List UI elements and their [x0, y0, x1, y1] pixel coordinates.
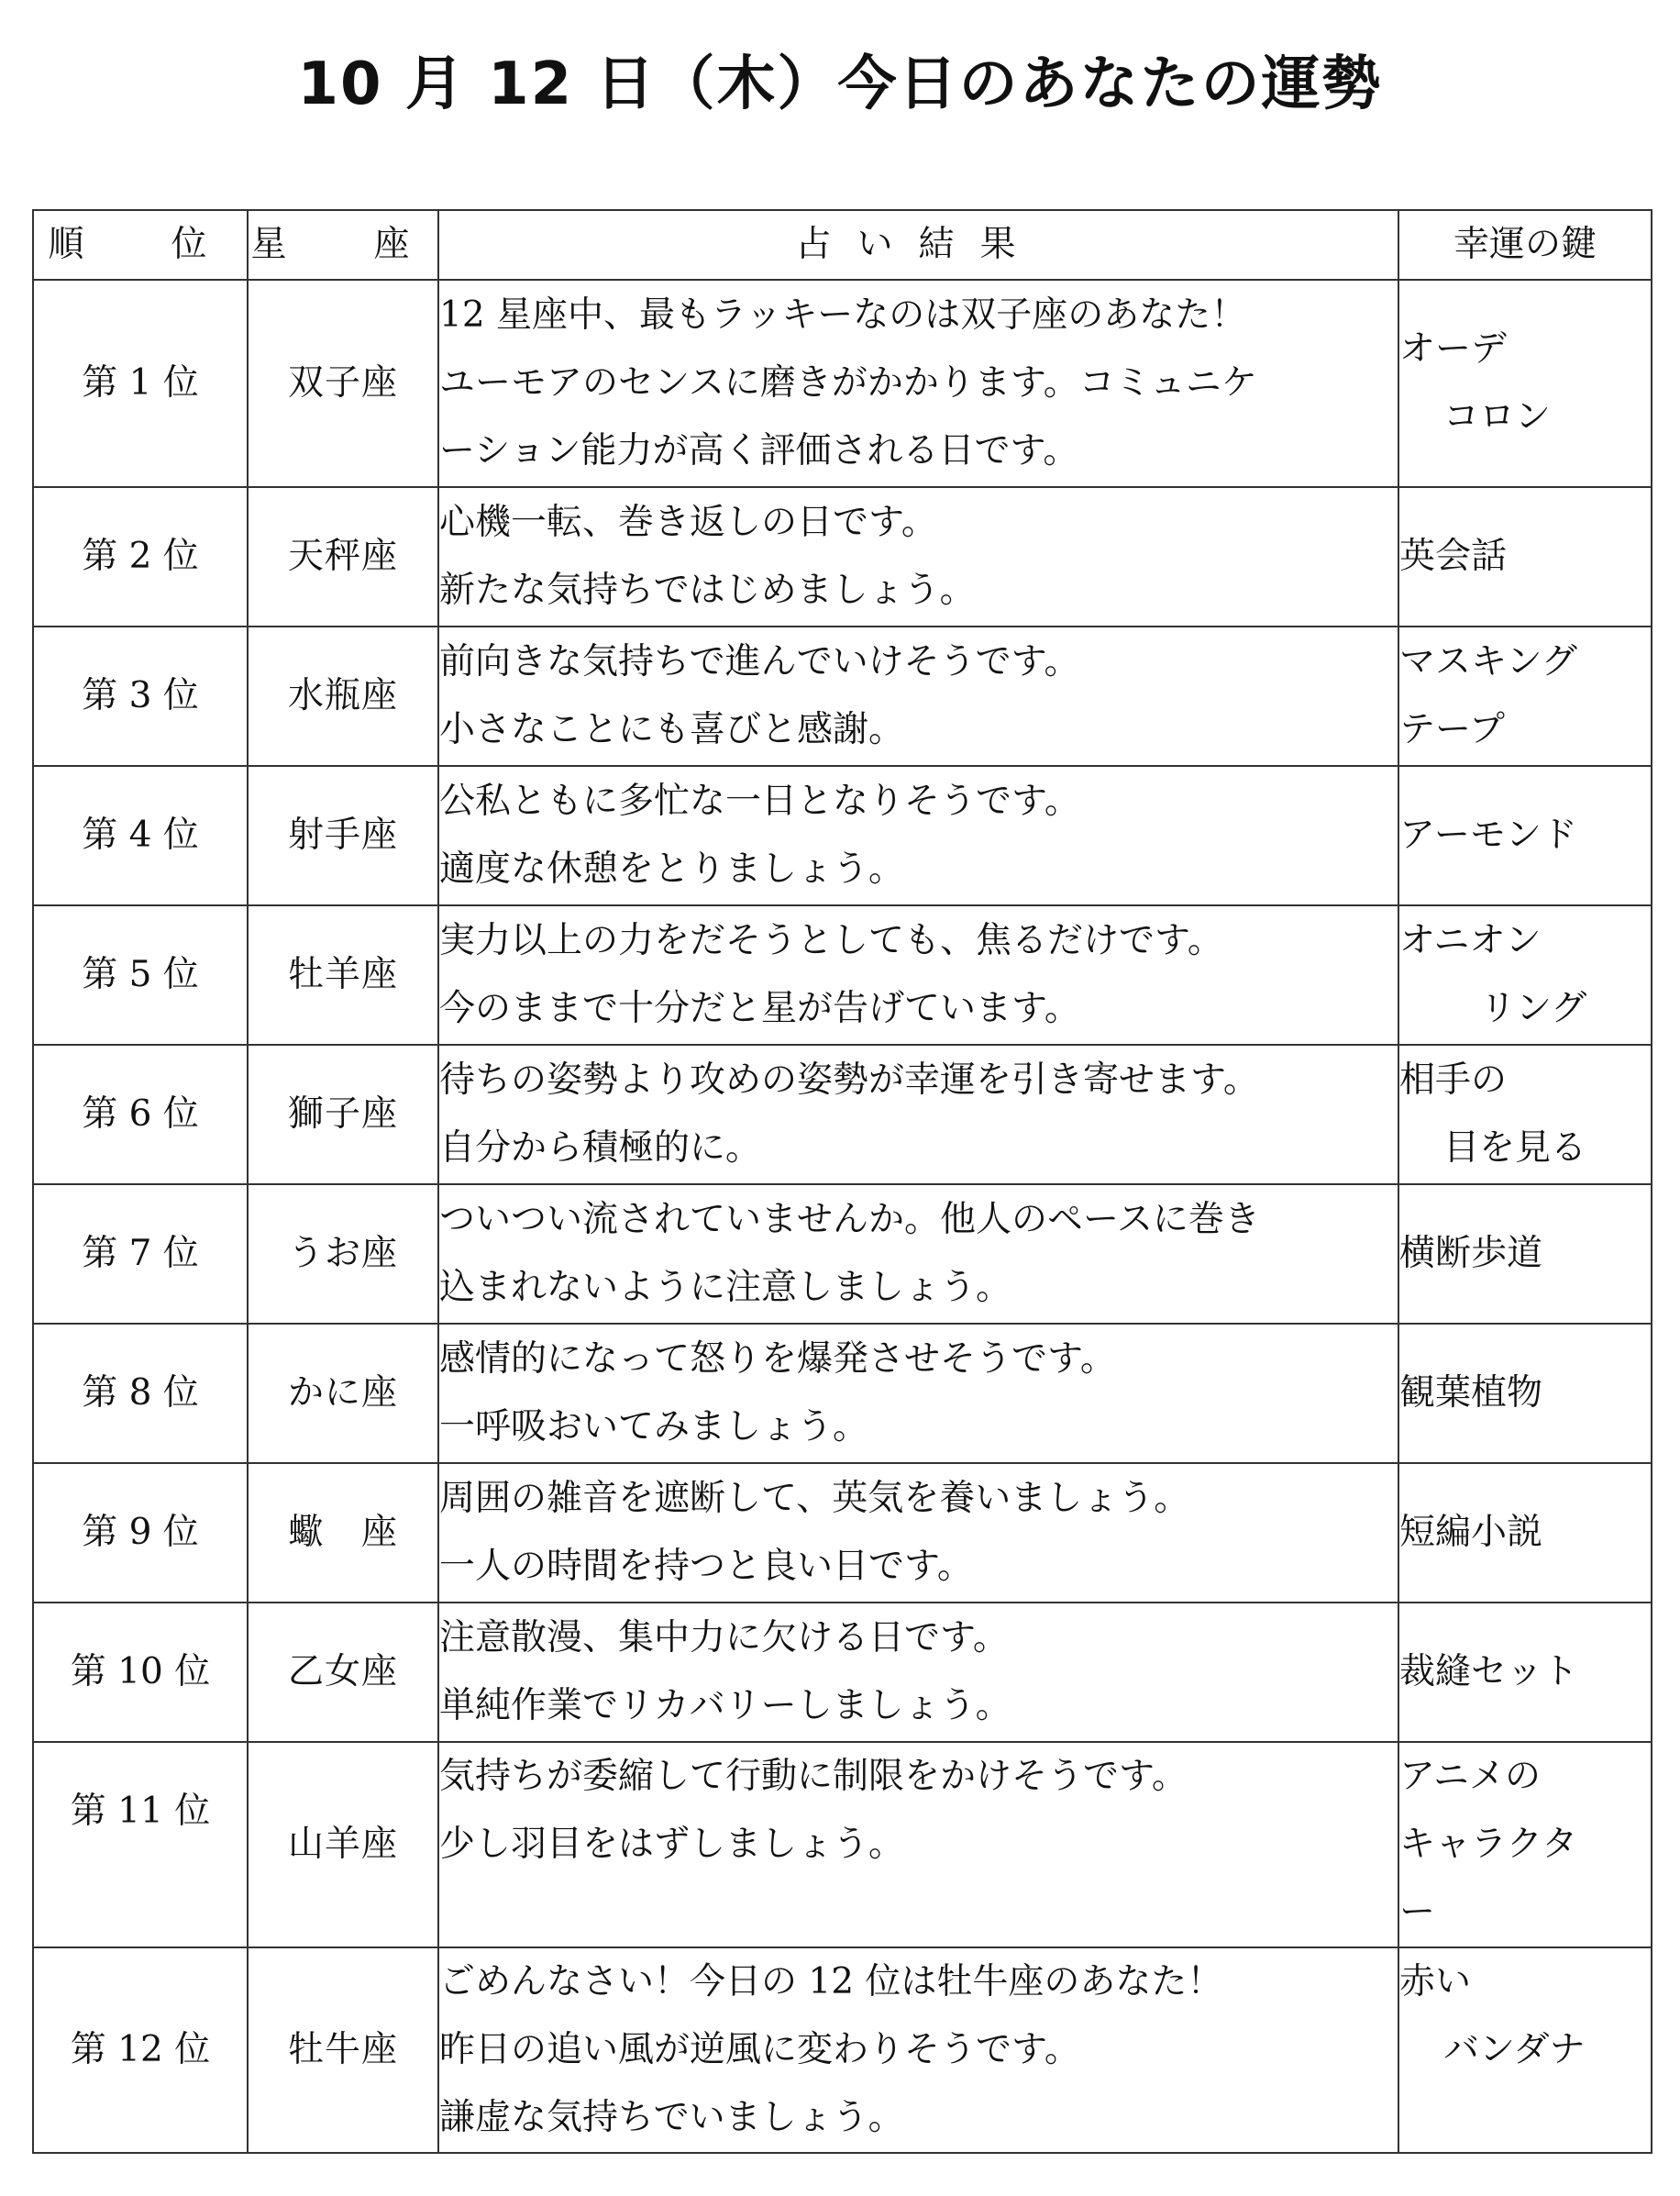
sign-cell: 水瓶座 — [248, 627, 438, 766]
result-line: 感情的になって怒りを爆発させそうです。 — [439, 1338, 1116, 1380]
lucky-key-line: 短編小説 — [1399, 1512, 1543, 1553]
lucky-key-line: テープ — [1399, 709, 1506, 750]
sign-cell: うお座 — [248, 1184, 438, 1324]
sign-cell: 牡牛座 — [248, 1947, 438, 2153]
result-line: 気持ちが委縮して行動に制限をかけそうです。 — [439, 1756, 1188, 1797]
result-cell — [438, 1742, 1398, 1947]
lucky-key-cell — [1398, 905, 1652, 1045]
result-cell — [438, 1045, 1398, 1184]
sign-cell: 獅子座 — [248, 1045, 438, 1184]
result-cell — [438, 487, 1398, 627]
lucky-key-cell — [1398, 1603, 1652, 1742]
sign-cell: 乙女座 — [248, 1603, 438, 1742]
result-line: 適度な休憩をとりましょう。 — [439, 848, 905, 890]
table-row — [33, 280, 1652, 487]
lucky-key-line: リング — [1480, 988, 1587, 1029]
result-line: 単純作業でリカバリーしましょう。 — [439, 1685, 1011, 1726]
lucky-key-cell — [1398, 1324, 1652, 1463]
result-line: 一人の時間を持つと良い日です。 — [439, 1546, 973, 1587]
lucky-key-line: 横断歩道 — [1399, 1233, 1543, 1274]
result-line: ごめんなさい！今日の 12 位は牡牛座のあなた！ — [439, 1961, 1223, 2002]
table-row — [33, 627, 1652, 766]
result-line: ーション能力が高く評価される日です。 — [439, 430, 1079, 471]
result-line: 前向きな気持ちで進んでいけそうです。 — [439, 641, 1080, 682]
lucky-key-line: 目を見る — [1443, 1127, 1587, 1169]
table-row — [33, 766, 1652, 905]
header-rank: 順 位 — [33, 210, 248, 280]
table-row — [33, 1742, 1652, 1947]
lucky-key-cell — [1398, 1947, 1652, 2153]
rank-cell: 第 9 位 — [33, 1463, 248, 1603]
result-line: 公私ともに多忙な一日となりそうです。 — [439, 781, 1080, 822]
result-line: 実力以上の力をだそうとしても、焦るだけです。 — [439, 920, 1223, 961]
rank-cell: 第 5 位 — [33, 905, 248, 1045]
rank-cell: 第 7 位 — [33, 1184, 248, 1324]
result-line: 自分から積極的に。 — [439, 1127, 762, 1169]
result-line: 少し羽目をはずしましょう。 — [439, 1824, 905, 1865]
lucky-key-line: オーデ — [1399, 328, 1508, 370]
lucky-key-cell — [1398, 280, 1652, 487]
result-cell — [438, 1324, 1398, 1463]
page-title: 10 月 12 日（木）今日のあなたの運勢 — [297, 50, 1383, 118]
rank-label: 第 11 位 — [70, 1791, 211, 1832]
lucky-key-line: 英会話 — [1399, 536, 1508, 577]
result-cell — [438, 280, 1398, 487]
lucky-key-line: マスキング — [1399, 641, 1577, 682]
result-line: 注意散漫、集中力に欠ける日です。 — [439, 1617, 1009, 1658]
lucky-key-line: コロン — [1443, 396, 1552, 438]
result-cell — [438, 905, 1398, 1045]
lucky-key-line: 裁縫セット — [1399, 1651, 1579, 1692]
rank-cell: 第 8 位 — [33, 1324, 248, 1463]
table-row — [33, 1045, 1652, 1184]
rank-cell: 第 12 位 — [33, 1947, 248, 2153]
table-row — [33, 905, 1652, 1045]
lucky-key-line: バンダナ — [1443, 2029, 1586, 2070]
rank-cell: 第 6 位 — [33, 1045, 248, 1184]
lucky-key-line: キャラクタ — [1399, 1824, 1578, 1865]
result-line: 小さなことにも喜びと感謝。 — [439, 709, 905, 750]
lucky-key-line: ー — [1399, 1891, 1436, 1933]
lucky-key-cell — [1398, 1045, 1652, 1184]
result-cell — [438, 766, 1398, 905]
lucky-key-line: アニメの — [1399, 1756, 1542, 1797]
result-line: 一呼吸おいてみましょう。 — [439, 1406, 869, 1447]
result-line: 今のままで十分だと星が告げています。 — [439, 988, 1080, 1029]
header-result: 占い結果 — [438, 210, 1398, 280]
lucky-key-line: アーモンド — [1399, 815, 1577, 856]
result-line: ユーモアのセンスに磨きがかかります。コミュニケ — [439, 362, 1257, 404]
rank-cell — [33, 1742, 248, 1947]
rank-cell: 第 4 位 — [33, 766, 248, 905]
rank-cell: 第 10 位 — [33, 1603, 248, 1742]
table-row — [33, 487, 1652, 627]
sign-cell: 牡羊座 — [248, 905, 438, 1045]
lucky-key-cell — [1398, 627, 1652, 766]
result-line: 12 星座中、最もラッキーなのは双子座のあなた！ — [439, 294, 1247, 336]
sign-cell: かに座 — [248, 1324, 438, 1463]
result-cell — [438, 1603, 1398, 1742]
result-line: 周囲の雑音を遮断して、英気を養いましょう。 — [439, 1478, 1190, 1519]
result-line: 込まれないように注意しましょう。 — [439, 1267, 1012, 1308]
rank-cell: 第 2 位 — [33, 487, 248, 627]
table-row — [33, 1184, 1652, 1324]
result-cell — [438, 627, 1398, 766]
rank-cell: 第 1 位 — [33, 280, 248, 487]
sign-cell: 射手座 — [248, 766, 438, 905]
result-line: 新たな気持ちではじめましょう。 — [439, 570, 976, 611]
sign-cell: 山羊座 — [248, 1742, 438, 1947]
table-row — [33, 1603, 1652, 1742]
lucky-key-cell — [1398, 1742, 1652, 1947]
lucky-key-line: 相手の — [1399, 1059, 1508, 1101]
header-sign: 星 座 — [248, 210, 438, 280]
sign-cell: 蠍 座 — [248, 1463, 438, 1603]
table-row — [33, 1324, 1652, 1463]
result-line: 謙虚な気持ちでいましょう。 — [439, 2097, 904, 2138]
result-line: 昨日の追い風が逆風に変わりそうです。 — [439, 2029, 1080, 2070]
result-line: 待ちの姿勢より攻めの姿勢が幸運を引き寄せます。 — [439, 1059, 1259, 1101]
lucky-key-cell — [1398, 1463, 1652, 1603]
rank-cell: 第 3 位 — [33, 627, 248, 766]
result-cell — [438, 1947, 1398, 2153]
sign-cell: 天秤座 — [248, 487, 438, 627]
result-line: ついつい流されていませんか。他人のペースに巻き — [439, 1199, 1261, 1240]
lucky-key-line: 観葉植物 — [1399, 1372, 1543, 1414]
fortune-table — [32, 209, 1652, 2154]
header-row — [33, 210, 1652, 280]
header-key: 幸運の鍵 — [1398, 210, 1652, 280]
sign-cell: 双子座 — [248, 280, 438, 487]
lucky-key-cell — [1398, 766, 1652, 905]
lucky-key-cell — [1398, 1184, 1652, 1324]
result-cell — [438, 1463, 1398, 1603]
lucky-key-cell — [1398, 487, 1652, 627]
table-row — [33, 1947, 1652, 2153]
lucky-key-line: 赤い — [1399, 1961, 1472, 2002]
result-line: 心機一転、巻き返しの日です。 — [439, 502, 937, 543]
result-cell — [438, 1184, 1398, 1324]
table-row — [33, 1463, 1652, 1603]
lucky-key-line: オニオン — [1399, 920, 1542, 961]
